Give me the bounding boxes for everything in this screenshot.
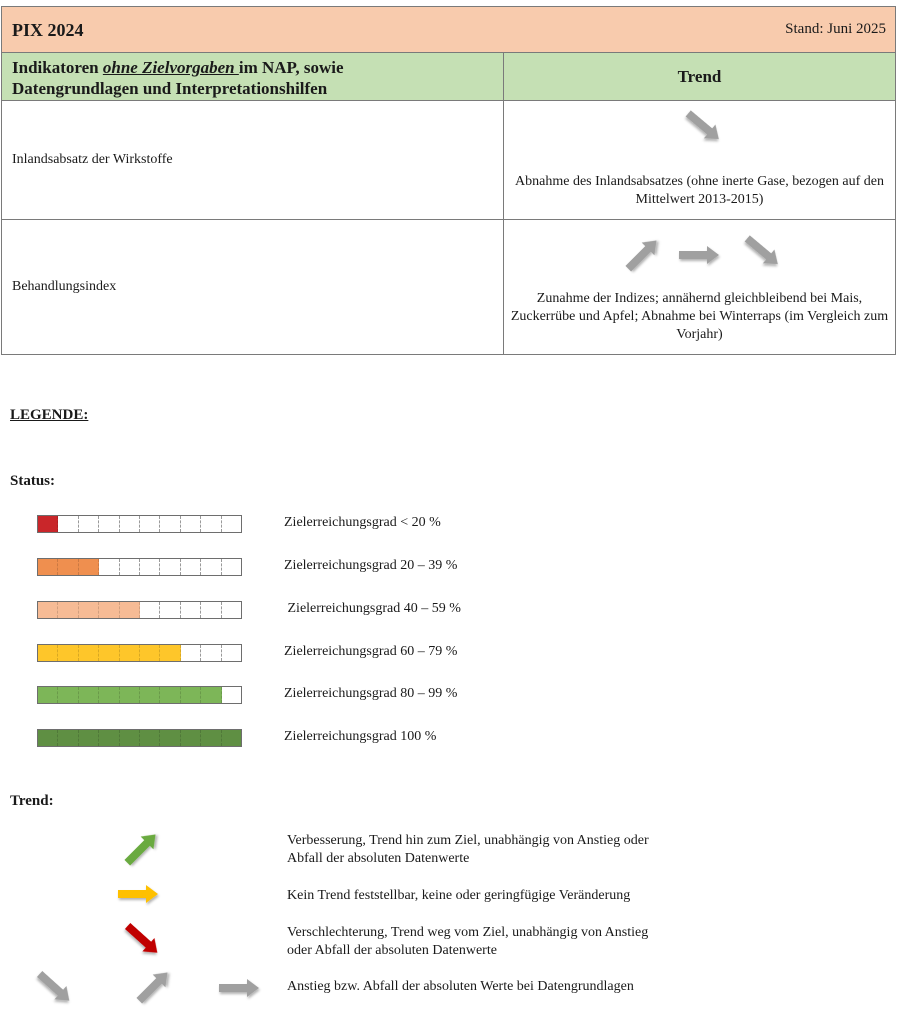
status-bar-segment-empty (79, 516, 99, 532)
status-bar-segment-empty (222, 645, 241, 661)
arrow-right-gray-icon (675, 239, 725, 269)
status-bar-segment-filled (58, 730, 78, 746)
header-text-line2: Datengrundlagen und Interpretationshilfen (12, 79, 328, 98)
status-bar-segment-filled (222, 730, 241, 746)
indicator-name: Behandlungsindex (2, 220, 504, 354)
header-text-emphasis: ohne Zielvorgaben (102, 58, 239, 77)
status-bar-segment-filled (181, 687, 201, 703)
header-text-pre: Indikatoren (12, 58, 103, 77)
indicator-table (1, 6, 896, 355)
status-bar-segment-empty (201, 602, 221, 618)
status-bar-segment-filled (38, 687, 58, 703)
status-bar-segment-filled (201, 687, 221, 703)
table-row (2, 101, 895, 220)
status-bar-segment-empty (222, 516, 241, 532)
trend-legend-improvement (287, 832, 649, 868)
status-bar-segment-filled (58, 687, 78, 703)
status-bar-segment-empty (201, 559, 221, 575)
arrow-down-right-gray-icon (678, 109, 722, 149)
status-bar-segment-filled (38, 559, 58, 575)
header-text-post: im NAP, sowie (238, 58, 344, 77)
status-bar-segment-empty (140, 559, 160, 575)
trend-legend-text: Anstieg bzw. Abfall der absoluten Werte bei Datengrundlagen (287, 979, 634, 994)
trend-legend-deterioration (287, 924, 648, 960)
status-bar-segment-filled (99, 730, 119, 746)
title-row (2, 7, 895, 53)
status-bar-label: Zielerreichungsgrad 40 – 59 % (284, 601, 461, 616)
status-bar-segment-filled (38, 516, 58, 532)
indicator-name: Inlandsabsatz der Wirkstoffe (2, 101, 504, 219)
status-bar-segment-empty (140, 516, 160, 532)
status-bar-segment-empty (201, 645, 221, 661)
status-bar-segment-filled (79, 730, 99, 746)
stand-date: Stand: Juni 2025 (785, 21, 886, 37)
status-bar-segment-filled (79, 687, 99, 703)
status-bar-segment-filled (140, 645, 160, 661)
status-bar-segment-filled (99, 687, 119, 703)
legend-title: LEGENDE: (10, 407, 89, 423)
header-indicators (2, 53, 504, 100)
status-bar-segment-filled (120, 730, 140, 746)
status-bar-segment-filled (38, 602, 58, 618)
arrow-up-right-gray-icon (130, 964, 178, 1010)
status-bar-segment-filled (120, 645, 140, 661)
trend-description: Abnahme des Inlandsabsatzes (ohne inerte Gase, bezogen auf den Mittelwert 2013-2015) (515, 174, 884, 207)
status-bar (37, 558, 242, 576)
table-row (2, 220, 895, 354)
status-bar (37, 644, 242, 662)
status-bar-segment-empty (201, 516, 221, 532)
status-bar-segment-empty (222, 559, 241, 575)
status-bar-segment-filled (58, 559, 78, 575)
status-bar-segment-empty (181, 602, 201, 618)
status-bar-label: Zielerreichungsgrad 60 – 79 % (284, 644, 458, 659)
status-title: Status: (10, 473, 56, 489)
status-bar-segment-empty (99, 559, 119, 575)
status-bar-segment-empty (181, 516, 201, 532)
status-bar-segment-empty (140, 602, 160, 618)
trend-legend-text: Verschlechterung, Trend weg vom Ziel, unabhängig von Anstieg (287, 925, 649, 940)
status-bar-segment-filled (38, 730, 58, 746)
status-bar-segment-filled (79, 559, 99, 575)
status-bar (37, 729, 242, 747)
trend-cell (504, 101, 895, 219)
status-bar-segment-filled (79, 602, 99, 618)
trend-legend-data-basis (287, 978, 634, 996)
status-bar-segment-empty (58, 516, 78, 532)
status-bar-segment-empty (222, 602, 241, 618)
status-bar-segment-empty (181, 559, 201, 575)
status-bar (37, 601, 242, 619)
header-trend: Trend (677, 66, 722, 86)
status-bar-label: Zielerreichungsgrad 80 – 99 % (284, 686, 458, 701)
status-bar-label: Zielerreichungsgrad 100 % (284, 729, 437, 744)
status-bar-segment-empty (160, 602, 180, 618)
status-bar-segment-filled (99, 602, 119, 618)
status-bar (37, 686, 242, 704)
status-bar-segment-empty (160, 516, 180, 532)
status-bar-segment-filled (160, 645, 180, 661)
table-header-row (2, 53, 895, 101)
arrow-down-right-gray-icon (737, 234, 781, 274)
trend-cell (504, 220, 895, 354)
status-bar-segment-filled (58, 645, 78, 661)
page-title: PIX 2024 (12, 20, 84, 40)
trend-description: Zunahme der Indizes; annähernd gleichbleibend bei Mais, Zuckerrübe und Apfel; Abnahme bei Winterraps (im Vergleich zum Vorjahr) (510, 291, 889, 342)
status-bar-segment-empty (120, 516, 140, 532)
status-bar-segment-filled (120, 687, 140, 703)
arrow-right-gray-icon (214, 976, 266, 1002)
arrow-right-yellow-icon (114, 882, 164, 908)
status-bar-segment-filled (160, 687, 180, 703)
trend-legend-text: Verbesserung, Trend hin zum Ziel, unabhängig von Anstieg oder (287, 833, 649, 848)
arrow-up-right-gray-icon (619, 234, 663, 274)
status-bar-segment-empty (222, 687, 241, 703)
arrow-down-right-gray-icon (30, 966, 78, 1012)
status-bar-segment-empty (99, 516, 119, 532)
arrow-up-right-green-icon (118, 826, 166, 870)
status-bar-label: Zielerreichungsgrad 20 – 39 % (284, 558, 458, 573)
status-bar-segment-filled (140, 730, 160, 746)
status-bar-segment-filled (58, 602, 78, 618)
status-bar-segment-empty (160, 559, 180, 575)
status-bar-segment-empty (120, 559, 140, 575)
status-bar (37, 515, 242, 533)
status-bar-segment-filled (79, 645, 99, 661)
status-bar-segment-filled (99, 645, 119, 661)
status-bar-label: Zielerreichungsgrad < 20 % (284, 515, 441, 530)
trend-legend-no-trend (287, 887, 630, 905)
status-bar-segment-filled (140, 687, 160, 703)
status-bar-segment-filled (181, 730, 201, 746)
trend-title: Trend: (10, 793, 54, 809)
status-bar-segment-empty (181, 645, 201, 661)
trend-legend-text: Kein Trend feststellbar, keine oder geringfügige Veränderung (287, 888, 631, 903)
status-bar-segment-filled (38, 645, 58, 661)
status-bar-segment-filled (160, 730, 180, 746)
trend-legend-text: Abfall der absoluten Datenwerte (287, 851, 470, 866)
status-bar-segment-filled (120, 602, 140, 618)
trend-legend-text: oder Abfall der absoluten Datenwerte (287, 943, 497, 958)
arrow-down-right-red-icon (118, 920, 166, 964)
status-bar-segment-filled (201, 730, 221, 746)
